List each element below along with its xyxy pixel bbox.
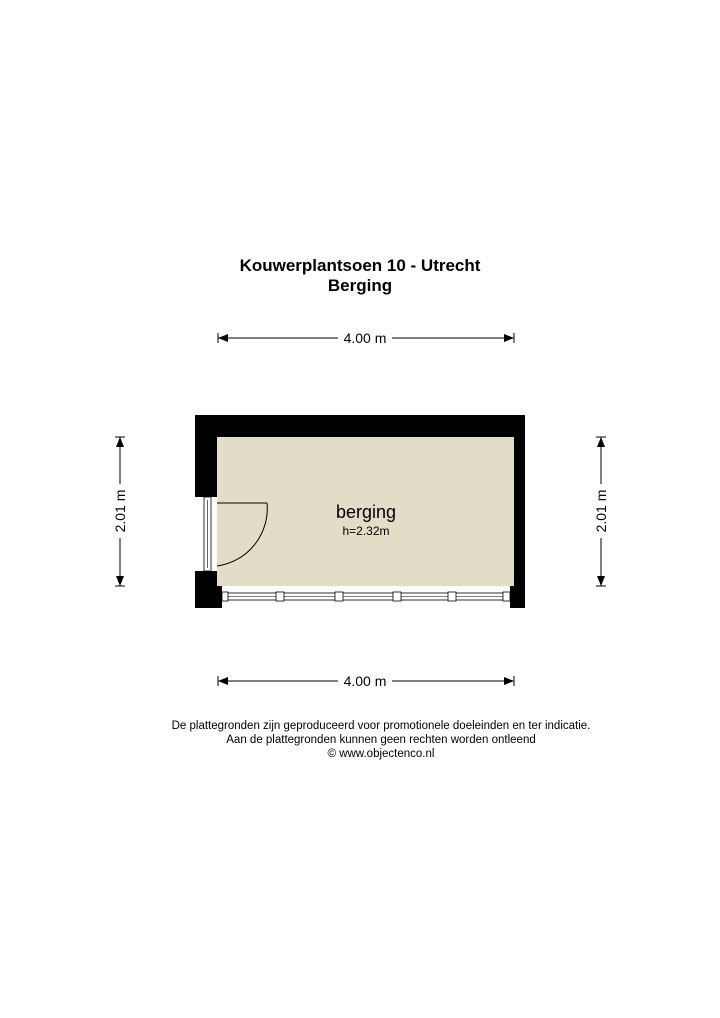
dimension-right <box>593 437 609 586</box>
dimension-left-label: 2.01 m <box>112 489 128 533</box>
dimension-top-label: 4.00 m <box>343 330 387 346</box>
wall-bottom-left <box>195 586 222 608</box>
room-name: berging <box>335 502 397 522</box>
disclaimer-line-2: Aan de plattegronden kunnen geen rechten worden ontleend <box>226 734 536 746</box>
wall-top <box>195 415 525 437</box>
dimension-bottom <box>218 673 514 689</box>
plan-title: Kouwerplantsoen 10 - Utrecht <box>239 256 481 275</box>
wall-left-upper <box>195 415 217 497</box>
wall-right <box>514 415 525 608</box>
window-bottom <box>222 592 510 601</box>
wall-bottom-right <box>510 586 525 608</box>
copyright: © www.objectenco.nl <box>327 748 435 760</box>
floor-title: Berging <box>327 276 393 295</box>
room-height: h=2.32m <box>342 524 390 538</box>
dimension-bottom-label: 4.00 m <box>343 673 387 689</box>
dimension-right-label: 2.01 m <box>593 489 609 533</box>
dimension-top <box>218 330 514 346</box>
door-frame <box>204 497 211 571</box>
dimension-left <box>112 437 128 586</box>
disclaimer-line-1: De plattegronden zijn geproduceerd voor promotionele doeleinden en ter indicatie. <box>171 720 591 732</box>
